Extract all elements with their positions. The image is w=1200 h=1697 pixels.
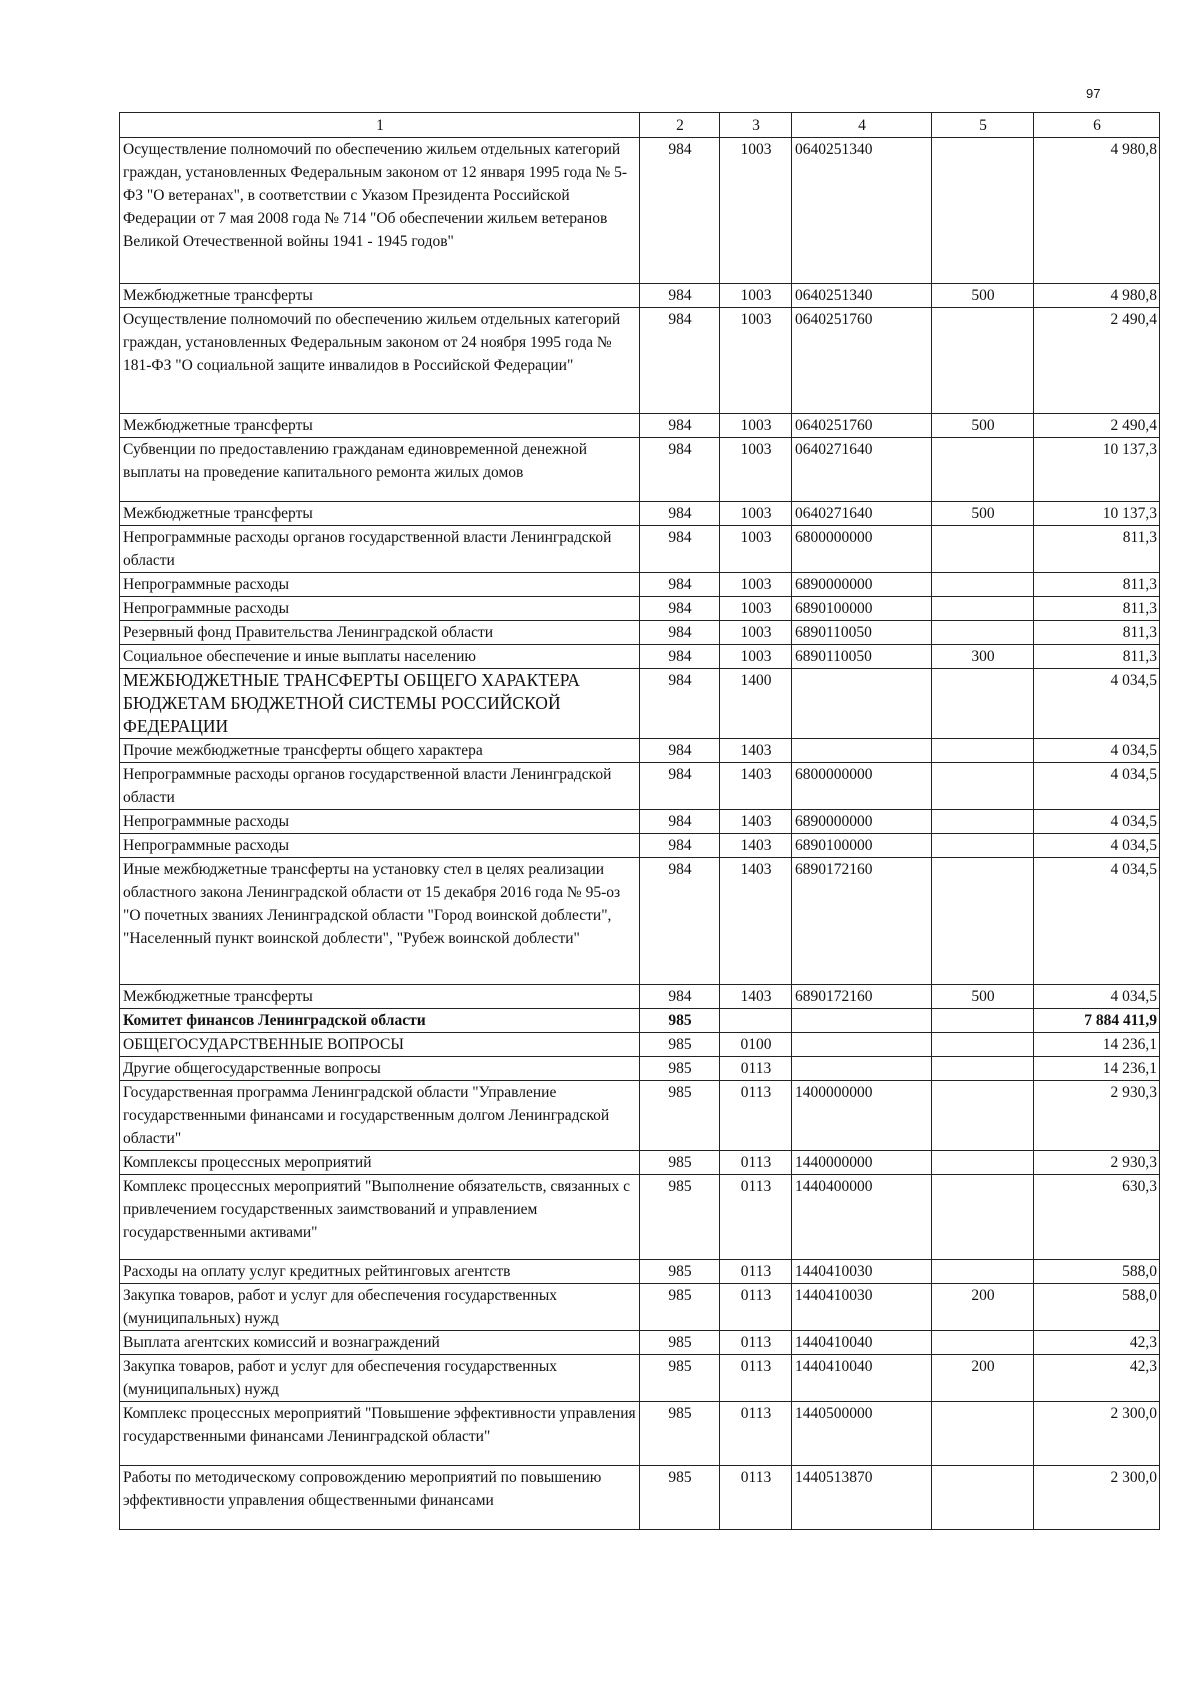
row-section-code-cell: 1403 [720,834,792,858]
table-row [120,1033,1160,1057]
row-admin-code-cell: 984 [640,858,720,985]
row-name-cell: Субвенции по предоставлению гражданам единовременной денежной выплаты на проведение капитального ремонта жилых домов [120,438,640,502]
table-row [120,1151,1160,1175]
row-admin-code-cell: 984 [640,597,720,621]
table-row [120,1284,1160,1331]
table-row [120,763,1160,810]
row-section-code-cell: 0113 [720,1402,792,1466]
row-expense-type-cell: 500 [932,414,1034,438]
row-expense-type-cell [932,810,1034,834]
row-amount-cell: 7 884 411,9 [1034,1009,1160,1033]
row-admin-code-cell: 984 [640,763,720,810]
row-section-code-cell: 1003 [720,438,792,502]
row-expense-type-cell: 200 [932,1284,1034,1331]
table-row [120,834,1160,858]
row-name-cell: МЕЖБЮДЖЕТНЫЕ ТРАНСФЕРТЫ ОБЩЕГО ХАРАКТЕРА БЮДЖЕТАМ БЮДЖЕТНОЙ СИСТЕМЫ РОССИЙСКОЙ ФЕДЕРАЦИИ [120,669,640,739]
row-name-cell: Государственная программа Ленинградской области "Управление государственными финансами и государственным долгом Ленинградской области" [120,1081,640,1151]
row-target-code-cell: 6890110050 [792,645,932,669]
table-row [120,1057,1160,1081]
row-expense-type-cell [932,138,1034,284]
row-section-code-cell: 1003 [720,526,792,573]
row-expense-type-cell: 500 [932,502,1034,526]
row-target-code-cell: 1440410030 [792,1260,932,1284]
row-name-cell: Осуществление полномочий по обеспечению жильем отдельных категорий граждан, установленных Федеральным законом от 24 ноября 1995 года № 181-ФЗ "О социальной защите инвалидов в Российской Федерации" [120,308,640,414]
row-target-code-cell: 0640251760 [792,414,932,438]
row-name-cell: Осуществление полномочий по обеспечению жильем отдельных категорий граждан, установленных Федеральным законом от 12 января 1995 года № 5-ФЗ "О ветеранах", в соответствии с Указом Президента Российской Федерации от 7 мая 2008 года № 714 "Об обеспечении жильем ветеранов Великой Отечественной войны 1941 - 1945 годов" [120,138,640,284]
table-row [120,1175,1160,1260]
row-admin-code-cell: 985 [640,1057,720,1081]
row-name-cell: Непрограммные расходы органов государственной власти Ленинградской области [120,763,640,810]
row-admin-code-cell: 984 [640,669,720,739]
header-col-4: 4 [792,113,932,138]
row-amount-cell: 4 034,5 [1034,858,1160,985]
row-amount-cell: 10 137,3 [1034,502,1160,526]
table-row [120,1402,1160,1466]
row-amount-cell: 811,3 [1034,526,1160,573]
row-name-cell: Комплекс процессных мероприятий "Повышение эффективности управления государственными финансами Ленинградской области" [120,1402,640,1466]
row-target-code-cell: 6890172160 [792,985,932,1009]
row-target-code-cell: 1440410040 [792,1355,932,1402]
table-row [120,1081,1160,1151]
row-name-cell: Непрограммные расходы [120,810,640,834]
row-target-code-cell [792,1057,932,1081]
row-section-code-cell: 1403 [720,810,792,834]
row-admin-code-cell: 985 [640,1175,720,1260]
row-admin-code-cell: 984 [640,645,720,669]
row-target-code-cell: 6890000000 [792,573,932,597]
row-expense-type-cell [932,1081,1034,1151]
row-section-code-cell: 1003 [720,502,792,526]
row-target-code-cell: 6890000000 [792,810,932,834]
table-row [120,1331,1160,1355]
row-amount-cell: 811,3 [1034,621,1160,645]
row-target-code-cell [792,1009,932,1033]
row-expense-type-cell [932,858,1034,985]
row-name-cell: Межбюджетные трансферты [120,502,640,526]
row-target-code-cell: 6890110050 [792,621,932,645]
header-col-5: 5 [932,113,1034,138]
row-name-cell: Комплекс процессных мероприятий "Выполнение обязательств, связанных с привлечением государственных заимствований и управлением государственными активами" [120,1175,640,1260]
row-target-code-cell: 6890100000 [792,597,932,621]
row-amount-cell: 4 034,5 [1034,810,1160,834]
row-target-code-cell: 1440000000 [792,1151,932,1175]
row-amount-cell: 2 490,4 [1034,308,1160,414]
row-target-code-cell: 0640251760 [792,308,932,414]
row-admin-code-cell: 984 [640,573,720,597]
row-name-cell: Социальное обеспечение и иные выплаты населению [120,645,640,669]
row-name-cell: Другие общегосударственные вопросы [120,1057,640,1081]
row-expense-type-cell [932,1009,1034,1033]
row-admin-code-cell: 984 [640,414,720,438]
row-expense-type-cell [932,438,1034,502]
row-expense-type-cell [932,1260,1034,1284]
table-row [120,621,1160,645]
row-admin-code-cell: 985 [640,1009,720,1033]
row-admin-code-cell: 984 [640,138,720,284]
row-admin-code-cell: 985 [640,1466,720,1530]
row-amount-cell: 4 980,8 [1034,138,1160,284]
row-admin-code-cell: 984 [640,985,720,1009]
row-target-code-cell: 6800000000 [792,526,932,573]
row-amount-cell: 811,3 [1034,573,1160,597]
header-col-1: 1 [120,113,640,138]
row-section-code-cell: 1003 [720,573,792,597]
row-section-code-cell: 0113 [720,1057,792,1081]
row-name-cell: Межбюджетные трансферты [120,985,640,1009]
row-amount-cell: 630,3 [1034,1175,1160,1260]
header-col-6: 6 [1034,113,1160,138]
row-target-code-cell: 1440410040 [792,1331,932,1355]
row-admin-code-cell: 984 [640,810,720,834]
row-admin-code-cell: 984 [640,834,720,858]
row-admin-code-cell: 985 [640,1402,720,1466]
row-section-code-cell: 0113 [720,1175,792,1260]
row-target-code-cell: 1440400000 [792,1175,932,1260]
table-row [120,1260,1160,1284]
row-section-code-cell: 0113 [720,1081,792,1151]
row-target-code-cell: 1400000000 [792,1081,932,1151]
row-section-code-cell: 1400 [720,669,792,739]
row-amount-cell: 2 930,3 [1034,1151,1160,1175]
row-expense-type-cell [932,1057,1034,1081]
row-admin-code-cell: 984 [640,502,720,526]
row-name-cell: Расходы на оплату услуг кредитных рейтинговых агентств [120,1260,640,1284]
row-target-code-cell: 6890172160 [792,858,932,985]
row-expense-type-cell [932,1331,1034,1355]
row-admin-code-cell: 985 [640,1081,720,1151]
row-target-code-cell: 0640271640 [792,438,932,502]
row-amount-cell: 4 034,5 [1034,985,1160,1009]
row-section-code-cell: 1003 [720,308,792,414]
row-amount-cell: 4 980,8 [1034,284,1160,308]
row-amount-cell: 588,0 [1034,1260,1160,1284]
row-section-code-cell: 1003 [720,597,792,621]
row-target-code-cell: 6800000000 [792,763,932,810]
row-amount-cell: 2 300,0 [1034,1402,1160,1466]
row-admin-code-cell: 984 [640,284,720,308]
row-amount-cell: 811,3 [1034,645,1160,669]
row-amount-cell: 10 137,3 [1034,438,1160,502]
row-section-code-cell: 0113 [720,1355,792,1402]
table-row [120,308,1160,414]
row-expense-type-cell: 300 [932,645,1034,669]
row-section-code-cell: 0113 [720,1331,792,1355]
table-row [120,858,1160,985]
row-name-cell: Непрограммные расходы [120,834,640,858]
row-name-cell: ОБЩЕГОСУДАРСТВЕННЫЕ ВОПРОСЫ [120,1033,640,1057]
row-admin-code-cell: 984 [640,308,720,414]
table-row [120,138,1160,284]
row-section-code-cell: 0113 [720,1260,792,1284]
row-expense-type-cell [932,1151,1034,1175]
row-target-code-cell [792,669,932,739]
row-admin-code-cell: 985 [640,1033,720,1057]
row-amount-cell: 4 034,5 [1034,763,1160,810]
table-row [120,284,1160,308]
row-expense-type-cell [932,621,1034,645]
row-section-code-cell: 1403 [720,763,792,810]
table-row [120,645,1160,669]
row-name-cell: Комплексы процессных мероприятий [120,1151,640,1175]
row-admin-code-cell: 985 [640,1260,720,1284]
row-section-code-cell: 1003 [720,284,792,308]
row-amount-cell: 2 300,0 [1034,1466,1160,1530]
row-name-cell: Непрограммные расходы [120,597,640,621]
row-expense-type-cell [932,669,1034,739]
row-section-code-cell: 0113 [720,1284,792,1331]
table-row [120,1355,1160,1402]
row-expense-type-cell [932,526,1034,573]
row-name-cell: Резервный фонд Правительства Ленинградской области [120,621,640,645]
row-name-cell: Закупка товаров, работ и услуг для обеспечения государственных (муниципальных) нужд [120,1284,640,1331]
row-target-code-cell: 0640271640 [792,502,932,526]
row-target-code-cell: 1440500000 [792,1402,932,1466]
row-amount-cell: 4 034,5 [1034,834,1160,858]
row-expense-type-cell [932,597,1034,621]
row-name-cell: Межбюджетные трансферты [120,284,640,308]
table-row [120,502,1160,526]
row-admin-code-cell: 984 [640,526,720,573]
row-amount-cell: 4 034,5 [1034,739,1160,763]
table-row [120,669,1160,739]
table-header-row [120,113,1160,138]
row-section-code-cell: 1003 [720,621,792,645]
row-expense-type-cell [932,1175,1034,1260]
row-amount-cell: 42,3 [1034,1355,1160,1402]
table-row [120,739,1160,763]
row-expense-type-cell [932,1402,1034,1466]
row-name-cell: Прочие межбюджетные трансферты общего характера [120,739,640,763]
row-target-code-cell: 0640251340 [792,284,932,308]
row-target-code-cell: 0640251340 [792,138,932,284]
row-section-code-cell: 0113 [720,1151,792,1175]
row-amount-cell: 588,0 [1034,1284,1160,1331]
table-row [120,597,1160,621]
row-amount-cell: 811,3 [1034,597,1160,621]
table-row [120,526,1160,573]
row-admin-code-cell: 984 [640,621,720,645]
row-admin-code-cell: 984 [640,438,720,502]
row-expense-type-cell [932,739,1034,763]
row-section-code-cell: 1003 [720,645,792,669]
row-admin-code-cell: 985 [640,1331,720,1355]
row-expense-type-cell [932,1466,1034,1530]
table-row [120,438,1160,502]
row-target-code-cell: 6890100000 [792,834,932,858]
row-target-code-cell [792,1033,932,1057]
row-amount-cell: 2 490,4 [1034,414,1160,438]
row-expense-type-cell [932,308,1034,414]
row-section-code-cell: 0100 [720,1033,792,1057]
row-name-cell: Межбюджетные трансферты [120,414,640,438]
table-row [120,1009,1160,1033]
row-amount-cell: 4 034,5 [1034,669,1160,739]
row-section-code-cell: 1403 [720,985,792,1009]
row-target-code-cell [792,739,932,763]
row-expense-type-cell [932,763,1034,810]
row-admin-code-cell: 985 [640,1284,720,1331]
table-row [120,1466,1160,1530]
row-section-code-cell: 1003 [720,138,792,284]
page-number: 97 [1086,86,1101,101]
row-name-cell: Комитет финансов Ленинградской области [120,1009,640,1033]
row-section-code-cell: 1403 [720,858,792,985]
row-admin-code-cell: 985 [640,1151,720,1175]
row-section-code-cell: 1403 [720,739,792,763]
row-amount-cell: 2 930,3 [1034,1081,1160,1151]
row-section-code-cell [720,1009,792,1033]
row-expense-type-cell [932,573,1034,597]
row-name-cell: Иные межбюджетные трансферты на установку стел в целях реализации областного закона Ленинградской области от 15 декабря 2016 года № 95-оз "О почетных званиях Ленинградской области "Город воинской доблести", "Населенный пункт воинской доблести", "Рубеж воинской доблести" [120,858,640,985]
row-name-cell: Выплата агентских комиссий и вознаграждений [120,1331,640,1355]
row-amount-cell: 14 236,1 [1034,1057,1160,1081]
row-name-cell: Непрограммные расходы органов государственной власти Ленинградской области [120,526,640,573]
row-admin-code-cell: 984 [640,739,720,763]
row-amount-cell: 42,3 [1034,1331,1160,1355]
row-target-code-cell: 1440513870 [792,1466,932,1530]
row-expense-type-cell [932,1033,1034,1057]
header-col-3: 3 [720,113,792,138]
table-row [120,810,1160,834]
table-row [120,414,1160,438]
row-expense-type-cell: 200 [932,1355,1034,1402]
header-col-2: 2 [640,113,720,138]
row-name-cell: Работы по методическому сопровождению мероприятий по повышению эффективности управления общественными финансами [120,1466,640,1530]
row-name-cell: Непрограммные расходы [120,573,640,597]
table-row [120,573,1160,597]
row-section-code-cell: 1003 [720,414,792,438]
table-row [120,985,1160,1009]
row-admin-code-cell: 985 [640,1355,720,1402]
row-target-code-cell: 1440410030 [792,1284,932,1331]
row-expense-type-cell [932,834,1034,858]
row-name-cell: Закупка товаров, работ и услуг для обеспечения государственных (муниципальных) нужд [120,1355,640,1402]
row-section-code-cell: 0113 [720,1466,792,1530]
row-expense-type-cell: 500 [932,284,1034,308]
row-expense-type-cell: 500 [932,985,1034,1009]
row-amount-cell: 14 236,1 [1034,1033,1160,1057]
budget-table [119,112,1160,1530]
